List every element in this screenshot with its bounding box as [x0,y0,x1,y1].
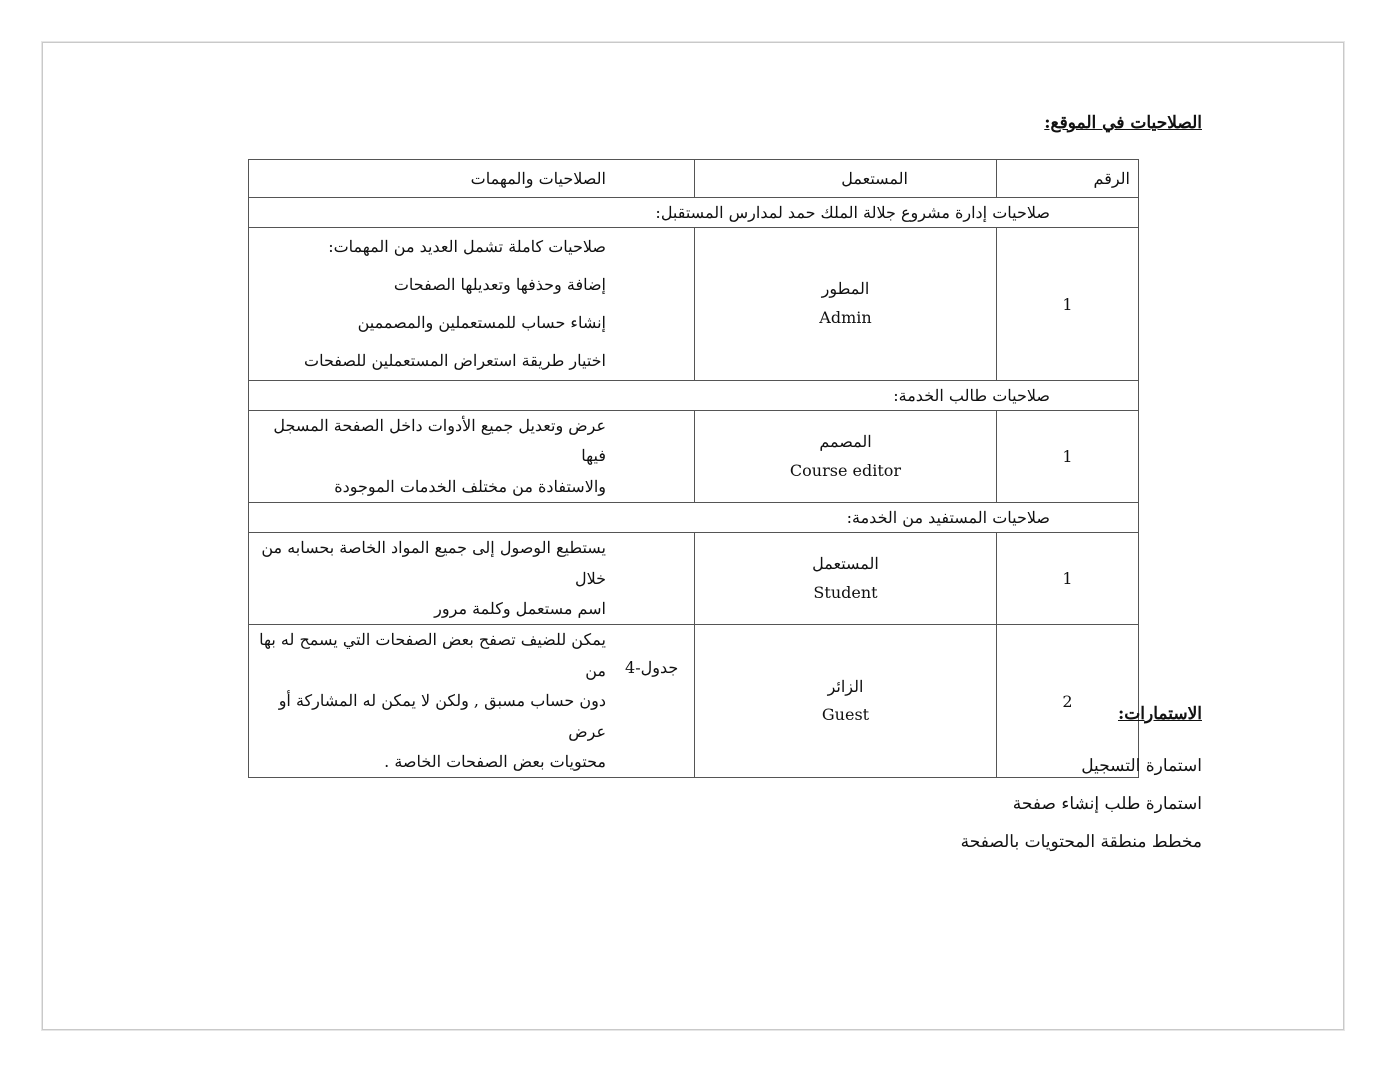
permission-line: محتويات بعض الصفحات الخاصة . [384,751,606,771]
table-header-row [249,160,1139,198]
user-arabic: المطور [821,279,870,299]
section-row-beneficiary [249,503,1139,533]
permission-line: عرض وتعديل جميع الأدوات داخل الصفحة المسجل فيها [273,416,606,466]
permissions-table [248,159,1139,778]
forms-heading: الاستمارات: [1117,704,1202,724]
row-permissions [249,625,695,778]
permission-line: دون حساب مسبق , ولكن لا يمكن له المشاركة أو عرض [278,691,606,741]
permissions-heading: الصلاحيات في الموقع: [1044,113,1202,133]
form-item: استمارة التسجيل [1081,756,1202,776]
table-row [249,625,1139,778]
row-number: 2 [997,625,1139,778]
section-beneficiary-label: صلاحيات المستفيد من الخدمة: [249,503,1139,533]
row-number: 1 [997,533,1139,625]
table-caption: جدول-4 [625,658,679,677]
section-row-admin [249,198,1139,228]
table-row [249,411,1139,503]
permission-line: اسم مستعمل وكلمة مرور [434,598,606,618]
header-user: المستعمل [695,160,997,198]
row-number: 1 [997,228,1139,381]
form-item: مخطط منطقة المحتويات بالصفحة [960,832,1202,852]
section-row-service [249,381,1139,411]
row-user [695,533,997,625]
row-number: 1 [997,411,1139,503]
header-permissions: الصلاحيات والمهمات [249,160,695,198]
header-number: الرقم [997,160,1139,198]
row-permissions [249,228,695,381]
permission-line: صلاحيات كاملة تشمل العديد من المهمات: [328,237,606,256]
user-arabic: الزائر [827,676,864,696]
user-english: Guest [821,705,870,725]
permission-line: يمكن للضيف تصفح بعض الصفحات التي يسمح له بها من [259,630,606,680]
permission-line: يستطيع الوصول إلى جميع المواد الخاصة بحسابه من خلال [261,538,606,588]
row-permissions [249,411,695,503]
table-row [249,533,1139,625]
user-english: Student [813,582,878,602]
row-user [695,625,997,778]
user-english: Admin [819,308,872,327]
form-item: استمارة طلب إنشاء صفحة [1012,794,1202,814]
permission-line: إنشاء حساب للمستعملين والمصممين [357,313,606,332]
permission-line: اختيار طريقة استعراض المستعملين للصفحات [304,351,606,370]
section-admin-label: صلاحيات إدارة مشروع جلالة الملك حمد لمدارس المستقبل: [249,198,1139,228]
permission-line: إضافة وحذفها وتعديلها الصفحات [393,275,606,294]
section-service-label: صلاحيات طالب الخدمة: [249,381,1139,411]
user-arabic: المصمم [819,431,872,451]
permission-line: والاستفادة من مختلف الخدمات الموجودة [334,476,606,496]
row-user [695,411,997,503]
user-english: Course editor [789,460,902,480]
document-page [42,42,1344,1030]
user-arabic: المستعمل [812,553,879,573]
row-user [695,228,997,381]
table-row [249,228,1139,381]
row-permissions [249,533,695,625]
